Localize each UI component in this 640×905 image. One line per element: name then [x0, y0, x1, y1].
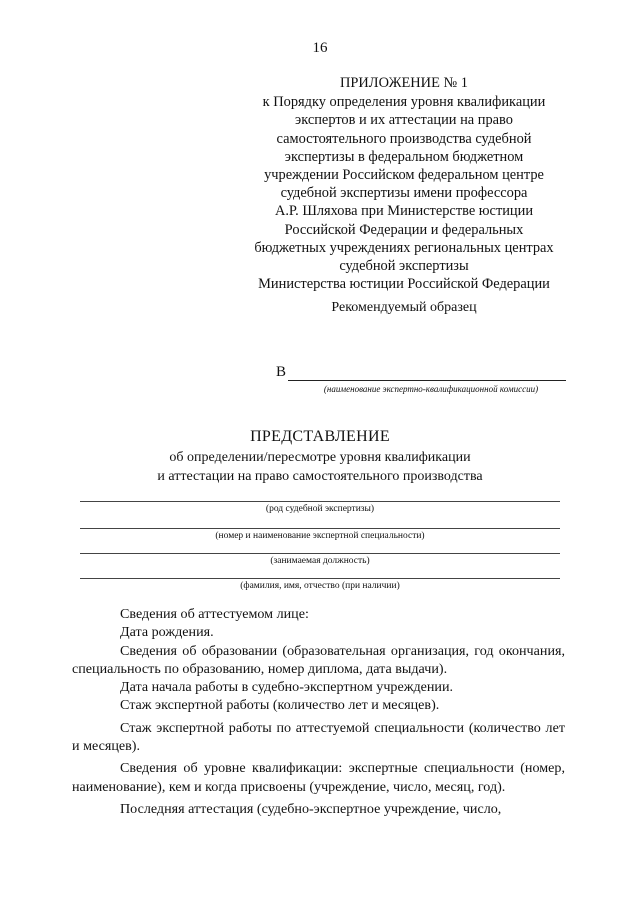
- document-subtitle: [0, 448, 640, 486]
- body-paragraph: Сведения об уровне квалификации: экспертные специальности (номер, наименование), кем и когда присвоены (учреждение, число, месяц, год).: [72, 760, 565, 795]
- appendix-line: экспертизы в федеральном бюджетном: [284, 148, 524, 165]
- body-paragraph: Дата начала работы в судебно-экспертном учреждении.: [120, 679, 454, 696]
- appendix-title: ПРИЛОЖЕНИЕ № 1: [340, 75, 468, 91]
- appendix-line: самостоятельного производства судебной: [276, 130, 532, 147]
- body-paragraph: Стаж экспертной работы по аттестуемой специальности (количество лет и месяцев).: [72, 719, 565, 755]
- field-full-name: [80, 578, 560, 591]
- commission-caption: (наименование экспертно-квалификационной комиссии): [323, 384, 539, 394]
- field-caption: (фамилия, имя, отчество (при наличии): [240, 581, 400, 591]
- body-paragraph: Сведения об образовании (образовательная организация, год окончания, специальность по образованию, номер диплома, дата выдачи).: [72, 642, 565, 677]
- commission-prefix: В: [276, 364, 287, 380]
- field-line: [80, 553, 560, 554]
- document-subtitle-line: и аттестации на право самостоятельного производства: [157, 469, 483, 484]
- commission-fill-line: [288, 367, 566, 381]
- appendix-line: к Порядку определения уровня квалификации: [262, 94, 546, 111]
- body-paragraph: Дата рождения.: [120, 624, 214, 641]
- body-paragraph: Последняя аттестация (судебно-экспертное учреждение, число,: [120, 800, 502, 817]
- appendix-header: [238, 74, 570, 293]
- field-position: [80, 553, 560, 566]
- appendix-line: А.Р. Шляхова при Министерстве юстиции: [274, 203, 534, 220]
- appendix-line: Российской Федерации и федеральных: [284, 221, 524, 238]
- field-caption: (род судебной экспертизы): [265, 504, 375, 514]
- body-paragraph: Сведения об аттестуемом лице:: [120, 606, 309, 622]
- commission-block: [276, 364, 566, 394]
- appendix-line: Министерства юстиции Российской Федерации: [258, 276, 550, 293]
- document-title: ПРЕДСТАВЛЕНИЕ: [250, 428, 390, 445]
- commission-row: [276, 364, 566, 381]
- body-text: [72, 605, 565, 818]
- document-subtitle-line: об определении/пересмотре уровня квалификации: [169, 450, 471, 465]
- field-line: [80, 578, 560, 579]
- field-specialty: [80, 528, 560, 541]
- appendix-line: учреждении Российском федеральном центре: [264, 167, 544, 184]
- field-caption: (занимаемая должность): [270, 556, 370, 566]
- page-number: 16: [312, 40, 328, 56]
- field-expertise-type: [80, 501, 560, 514]
- sample-label: Рекомендуемый образец: [331, 300, 477, 315]
- appendix-line: судебной экспертизы: [339, 258, 469, 275]
- field-line: [80, 501, 560, 502]
- appendix-line: бюджетных учреждениях региональных центрах: [254, 239, 554, 256]
- appendix-line: судебной экспертизы имени профессора: [280, 185, 528, 202]
- appendix-line: экспертов и их аттестации на право: [295, 112, 513, 129]
- body-paragraph: Стаж экспертной работы (количество лет и месяцев).: [120, 697, 440, 714]
- field-line: [80, 528, 560, 529]
- field-caption: (номер и наименование экспертной специальности): [215, 531, 425, 541]
